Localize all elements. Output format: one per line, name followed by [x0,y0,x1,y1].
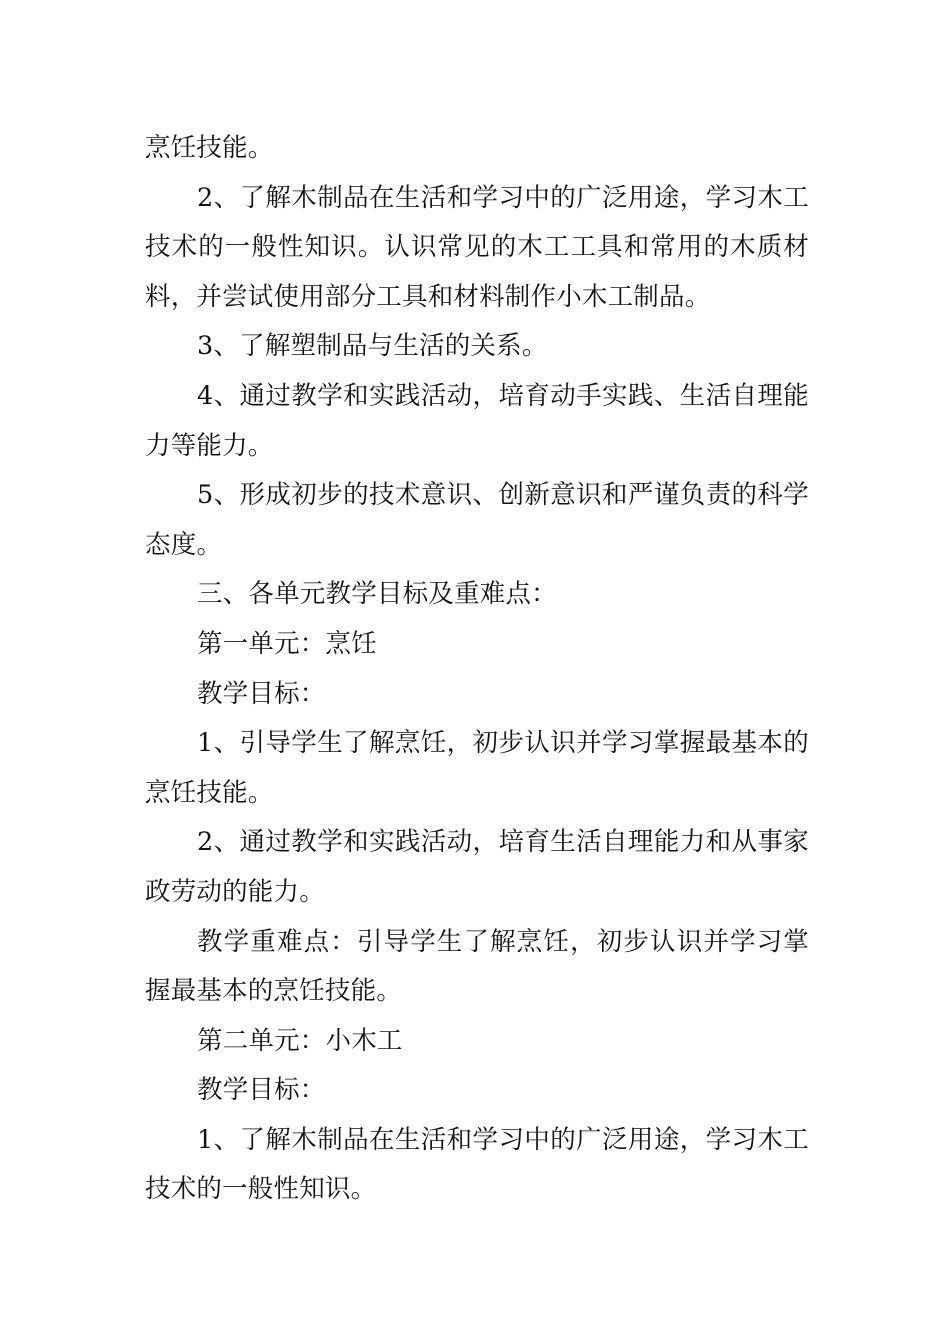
section-heading: 三、各单元教学目标及重难点： [197,579,557,610]
unit-1-key-points: 教学重难点：引导学生了解烹饪，初步认识并学习掌握最基本的烹饪技能。 [145,926,809,1007]
unit-2-title: 第二单元：小木工 [197,1025,403,1056]
paragraph-goal-4: 4、通过教学和实践活动，培育动手实践、生活自理能力等能力。 [145,380,809,461]
unit-2-objectives-label: 教学目标： [197,1075,326,1106]
unit-1-objective-2: 2、通过教学和实践活动，培育生活自理能力和从事家政劳动的能力。 [145,827,809,907]
paragraph-goal-2: 2、了解木制品在生活和学习中的广泛用途，学习木工技术的一般性知识。认识常见的木工工具和常用的木质材料，并尝试使用部分工具和材料制作小木工制品。 [145,182,809,312]
paragraph-continuation: 烹饪技能。 [145,133,274,163]
unit-1-objective-1: 1、引导学生了解烹饪，初步认识并学习掌握最基本的烹饪技能。 [145,728,809,808]
paragraph-goal-3: 3、了解塑制品与生活的关系。 [197,331,548,362]
paragraph-goal-5: 5、形成初步的技术意识、创新意识和严谨负责的科学态度。 [145,480,809,560]
document-body [145,124,809,1215]
unit-1-title: 第一单元：烹饪 [197,628,377,659]
unit-1-objectives-label: 教学目标： [197,678,326,709]
unit-2-objective-1: 1、了解木制品在生活和学习中的广泛用途，学习木工技术的一般性知识。 [145,1124,809,1205]
